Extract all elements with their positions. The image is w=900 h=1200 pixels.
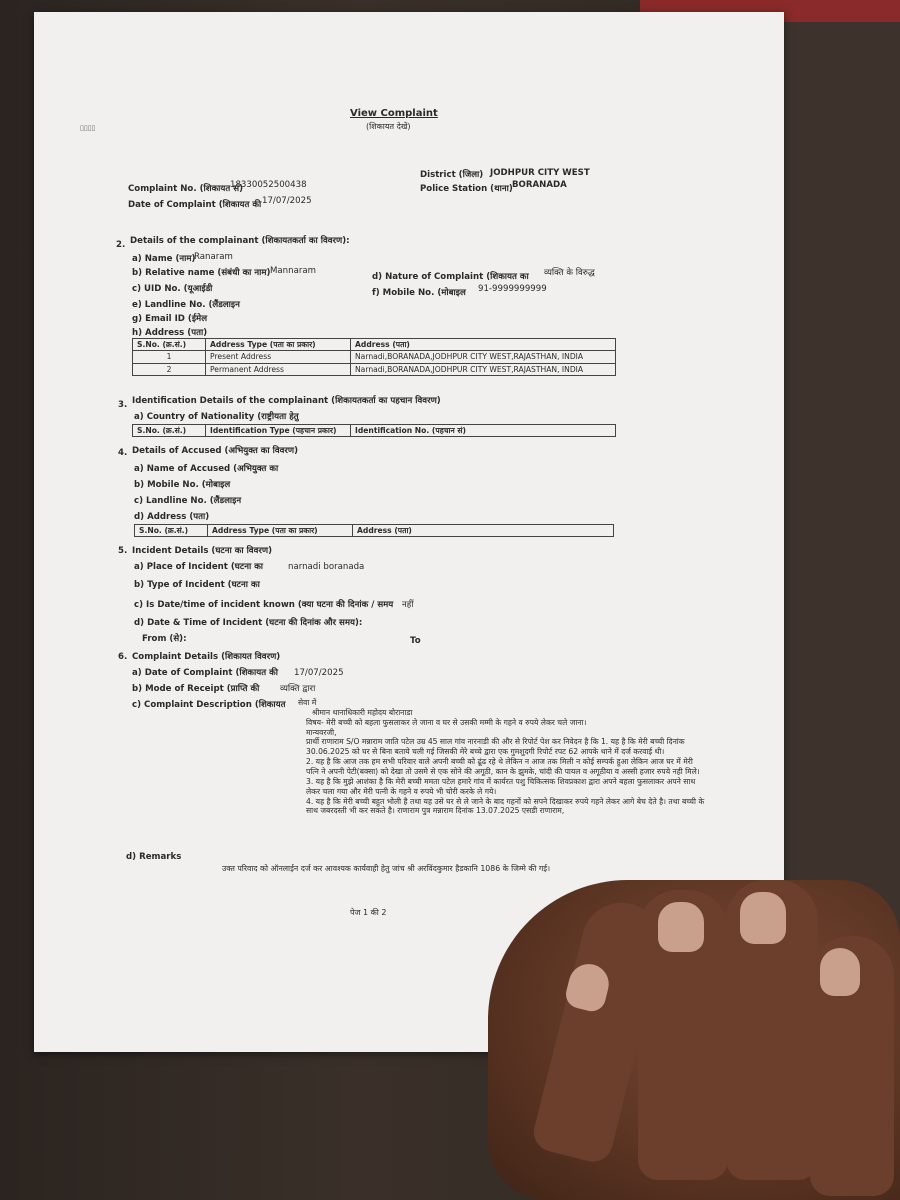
place-of-incident-value: narnadi boranada xyxy=(288,562,365,572)
complainant-address-table xyxy=(132,338,616,376)
table-cell: Present Address xyxy=(206,351,351,363)
complaint-no-label: Complaint No. (शिकायत सं) xyxy=(128,184,244,194)
table-cell: 2 xyxy=(133,363,206,375)
section-2-number: 2. xyxy=(116,240,126,250)
description-line: सेवा में xyxy=(298,698,317,707)
district-label: District (जिला) xyxy=(420,170,484,180)
landline-label: e) Landline No. (लैंडलाइन xyxy=(132,300,240,310)
date-of-complaint-value: 17/07/2025 xyxy=(262,196,312,206)
nature-of-complaint-value: व्यक्ति के विरुद्ध xyxy=(544,268,595,278)
fingernail-shape xyxy=(658,902,704,952)
document-subtitle: (शिकायत देखें) xyxy=(366,122,411,131)
section-3-heading: Identification Details of the complainant (शिकायतकर्ता का पहचान विवरण) xyxy=(132,396,441,406)
description-line: मान्यवरजी, xyxy=(306,727,337,737)
mode-of-receipt-value: व्यक्ति द्वारा xyxy=(280,684,316,694)
section-6-heading: Complaint Details (शिकायत विवरण) xyxy=(132,652,281,662)
table-cell: Narnadi,BORANADA,JODHPUR CITY WEST,RAJASTHAN, INDIA xyxy=(351,363,616,375)
table-header-cell: S.No. (क्र.सं.) xyxy=(133,339,206,351)
relative-name-value: Mannaram xyxy=(270,266,317,276)
table-header-cell: S.No. (क्र.सं.) xyxy=(135,525,208,537)
table-row xyxy=(133,351,616,363)
uid-label: c) UID No. (यूआईडी xyxy=(132,284,213,294)
hand-image xyxy=(488,880,900,1200)
table-header-cell: Address Type (पता का प्रकार) xyxy=(208,525,353,537)
complaint-description-label: c) Complaint Description (शिकायत xyxy=(132,700,286,710)
type-of-incident-label: b) Type of Incident (घटना का xyxy=(134,580,260,590)
to-label: To xyxy=(410,636,421,646)
table-row xyxy=(133,363,616,375)
datetime-known-value: नहीं xyxy=(402,600,414,610)
section-3-number: 3. xyxy=(118,400,128,410)
identification-table xyxy=(132,424,616,437)
date-of-complaint-label: Date of Complaint (शिकायत की xyxy=(128,200,262,210)
incident-datetime-label: d) Date & Time of Incident (घटना की दिनांक और समय): xyxy=(134,618,363,628)
table-header-cell: Address (पता) xyxy=(353,525,614,537)
police-station-value: BORANADA xyxy=(512,180,567,190)
accused-landline-label: c) Landline No. (लैंडलाइन xyxy=(134,496,242,506)
table-header-cell: S.No. (क्र.सं.) xyxy=(133,425,206,437)
description-line: प्रार्थी राणाराम S/O मन्नाराम जाति पटेल उम्र 45 साल गांव नारनाडी की और से रिपोर्ट पेश कर निवेदन है कि 1. यह है कि मेरी बच्ची दिनांक 30.06.2025 को घर से बिना बताये चली गई जिसकी मेरे बच्चे द्वारा एक गुमशुदगी रिपोर्ट रपट 62 आपके थाने में दर्ज करवाई थी। xyxy=(306,737,685,757)
table-cell: Permanent Address xyxy=(206,363,351,375)
table-header-row xyxy=(133,339,616,351)
from-label: From (से): xyxy=(142,634,187,644)
mobile-value: 91-9999999999 xyxy=(478,284,547,294)
table-header-cell: Address Type (पता का प्रकार) xyxy=(206,339,351,351)
table-cell: 1 xyxy=(133,351,206,363)
description-line: 3. यह है कि मुझे आशंका है कि मेरी बच्ची ममता पटेल हमारे गांव में कार्यरत पशु चिकित्सक शिवप्रकाश द्वारा अपने बहला फुसलाकर अपने साथ लेकर चला गया और मेरी पत्नी के गहने व रुपये भी चोरी करके ले गये। xyxy=(306,776,696,796)
fingernail-shape xyxy=(820,948,860,996)
address-label: h) Address (पता) xyxy=(132,328,208,338)
description-line: 2. यह है कि आज तक हम सभी परिवार वाले अपनी बच्ची को ढूंढ रहे थे लेकिन न आज तक मिली न कोई सम्पर्क हुआ लेकिन आज घर में मेरी पत्नि ने अपनी पेटी(बक्सा) को देखा तो उसमे से एक सोने की अगूठी, कान के झुमके, चांदी की पायल व अगूठीया व अस्सी हजार रुपये नही मिले। xyxy=(306,757,700,777)
table-header-row xyxy=(135,525,614,537)
district-value: JODHPUR CITY WEST xyxy=(490,168,590,178)
complaint-date-value: 17/07/2025 xyxy=(294,668,344,678)
document-title: View Complaint xyxy=(350,108,438,119)
remarks-value: उक्त परिवाद को ऑनलाईन दर्ज कर आवश्यक कार्यवाही हेतु जांच श्री अरविंदकुमार हैडकानि 1086 के जिम्मे की गई। xyxy=(222,864,551,873)
email-label: g) Email ID (ईमेल xyxy=(132,314,208,324)
description-line: श्रीमान थानाधिकारी महोदय बोरानाडा xyxy=(312,707,413,717)
section-5-number: 5. xyxy=(118,546,128,556)
accused-address-label: d) Address (पता) xyxy=(134,512,210,522)
mode-of-receipt-label: b) Mode of Receipt (प्राप्ति की xyxy=(132,684,260,694)
description-line: विषय- मेरी बच्ची को बहला फुसलाकर ले जाना व घर से उसकी मम्मी के गहने व रुपये लेकर चले जाना। xyxy=(306,717,587,727)
place-of-incident-label: a) Place of Incident (घटना का xyxy=(134,562,264,572)
section-4-heading: Details of Accused (अभियुक्त का विवरण) xyxy=(132,446,299,456)
country-of-nationality-label: a) Country of Nationality (राष्ट्रीयता हेतु xyxy=(134,412,299,422)
relative-name-label: b) Relative name (संबंधी का नाम) xyxy=(132,268,271,278)
remarks-label: d) Remarks xyxy=(126,852,182,862)
complaint-date-label: a) Date of Complaint (शिकायत की xyxy=(132,668,278,678)
nature-of-complaint-label: d) Nature of Complaint (शिकायत का xyxy=(372,272,529,282)
description-line: 4. यह है कि मेरी बच्ची बहुत भोली है तथा यह उसे घर से ले जाने के बाद गहनों को सपने दिखाकर रुपये गहने लेकर आगे बेच देते है। तथा बच्ची के साथ जबरदस्ती भी कर सकते है। राणाराम पुत्र मन्नाराम दिनांक 13.07.2025 एसडी राणाराम, xyxy=(306,796,705,816)
faint-stamp-mark: ▯▯▯▯ xyxy=(80,124,96,132)
complainant-name-value: Ranaram xyxy=(194,252,233,262)
complaint-description-text xyxy=(298,698,706,816)
table-header-cell: Address (पता) xyxy=(351,339,616,351)
datetime-known-label: c) Is Date/time of incident known (क्या घटना की दिनांक / समय xyxy=(134,600,394,610)
accused-name-label: a) Name of Accused (अभियुक्त का xyxy=(134,464,279,474)
section-6-number: 6. xyxy=(118,652,128,662)
mobile-label: f) Mobile No. (मोबाइल xyxy=(372,288,466,298)
table-header-cell: Identification Type (पहचान प्रकार) xyxy=(206,425,351,437)
section-4-number: 4. xyxy=(118,448,128,458)
complaint-no-value: 18330052500438 xyxy=(230,180,307,190)
complainant-name-label: a) Name (नाम) xyxy=(132,254,196,264)
fingernail-shape xyxy=(740,892,786,944)
section-2-heading: Details of the complainant (शिकायतकर्ता का विवरण): xyxy=(130,236,350,246)
accused-mobile-label: b) Mobile No. (मोबाइल xyxy=(134,480,231,490)
page-number: पेज 1 की 2 xyxy=(350,908,387,917)
table-header-cell: Identification No. (पहचान सं) xyxy=(351,425,616,437)
table-header-row xyxy=(133,425,616,437)
section-5-heading: Incident Details (घटना का विवरण) xyxy=(132,546,273,556)
accused-address-table xyxy=(134,524,614,537)
table-cell: Narnadi,BORANADA,JODHPUR CITY WEST,RAJASTHAN, INDIA xyxy=(351,351,616,363)
police-station-label: Police Station (थाना) xyxy=(420,184,513,194)
